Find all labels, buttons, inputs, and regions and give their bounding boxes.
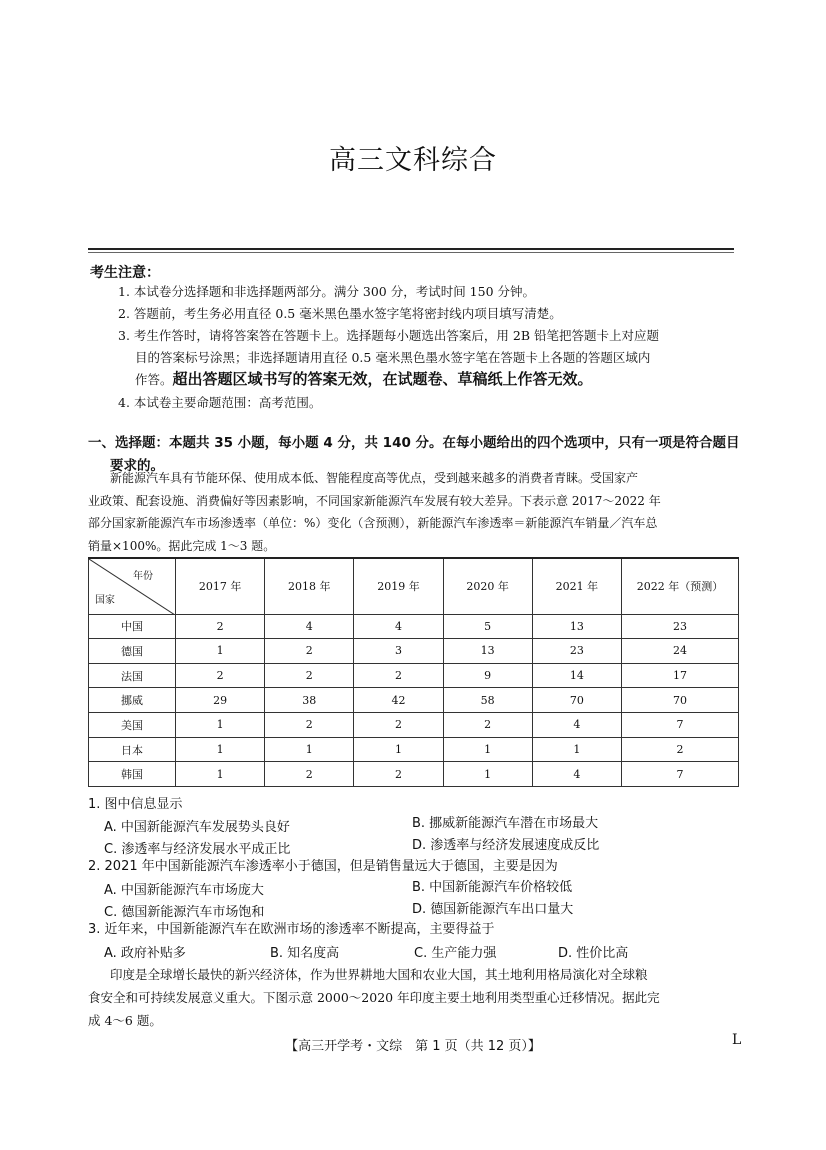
question-2-option-b: B. 中国新能源汽车价格较低 (412, 880, 573, 895)
question-3-option-c: C. 生产能力强 (414, 946, 497, 961)
table-cell: 14 (532, 663, 621, 688)
col-header: 2020 年 (443, 558, 532, 614)
table-cell: 2 (354, 713, 443, 738)
table-cell: 2 (265, 762, 354, 787)
corner-year-label: 年份 (133, 571, 153, 582)
row-country: 韩国 (89, 762, 176, 787)
section-heading-line2: 要求的。 (110, 458, 164, 474)
table-cell: 4 (532, 713, 621, 738)
table-row (89, 614, 739, 639)
table-cell: 70 (622, 688, 739, 713)
table-row (89, 639, 739, 664)
passage-2-line2: 食安全和可持续发展意义重大。下图示意 2000～2020 年印度主要土地利用类型重心迁移情况。据此完 (88, 990, 660, 1005)
notice-emphasis: 超出答题区域书写的答案无效，在试题卷、草稿纸上作答无效。 (172, 370, 593, 388)
question-1-option-a: A. 中国新能源汽车发展势头良好 (104, 820, 290, 835)
passage-2-line3: 成 4～6 题。 (88, 1013, 162, 1028)
header-rule (88, 248, 734, 250)
question-1-stem: 1. 图中信息显示 (88, 797, 183, 812)
table-cell: 23 (532, 639, 621, 664)
row-country: 中国 (89, 614, 176, 639)
notice-item-1: 1. 本试卷分选择题和非选择题两部分。满分 300 分，考试时间 150 分钟。 (118, 284, 536, 299)
question-2-option-a: A. 中国新能源汽车市场庞大 (104, 883, 264, 898)
notice-item-3-end (135, 368, 593, 391)
table-cell: 1 (532, 737, 621, 762)
table-cell: 2 (176, 614, 265, 639)
table-cell: 17 (622, 663, 739, 688)
passage-1-line2: 业政策、配套设施、消费偏好等因素影响，不同国家新能源汽车发展有较大差异。下表示意 2017～2022 年 (88, 493, 661, 508)
page-footer: 【高三开学考・文综 第 1 页（共 12 页）】 (285, 1039, 541, 1054)
table-cell: 3 (354, 639, 443, 664)
passage-1-line4: 销量×100%。据此完成 1～3 题。 (88, 538, 276, 553)
question-2-option-d: D. 德国新能源汽车出口量大 (412, 902, 574, 917)
table-cell: 9 (443, 663, 532, 688)
table-cell: 13 (443, 639, 532, 664)
table-cell: 1 (265, 737, 354, 762)
table-cell: 2 (622, 737, 739, 762)
table-cell: 70 (532, 688, 621, 713)
passage-2-line1: 印度是全球增长最快的新兴经济体，作为世界耕地大国和农业大国，其土地利用格局演化对全球粮 (110, 967, 648, 982)
col-header: 2017 年 (176, 558, 265, 614)
passage-1-line1: 新能源汽车具有节能环保、使用成本低、智能程度高等优点，受到越来越多的消费者青睐。受国家产 (110, 471, 639, 485)
table-cell: 1 (443, 737, 532, 762)
question-2-stem: 2. 2021 年中国新能源汽车渗透率小于德国，但是销售量远大于德国，主要是因为 (88, 859, 558, 874)
table-cell: 1 (354, 737, 443, 762)
question-1-option-d: D. 渗透率与经济发展速度成反比 (412, 838, 600, 853)
notice-heading: 考生注意： (90, 265, 160, 281)
passage-1 (88, 467, 748, 557)
table-cell: 38 (265, 688, 354, 713)
row-country: 挪威 (89, 688, 176, 713)
table-cell: 2 (354, 762, 443, 787)
passage-2 (88, 963, 748, 1032)
corner-diagonal (89, 559, 175, 615)
table-cell: 2 (265, 663, 354, 688)
notice-item-3-cont: 目的答案标号涂黑；非选择题请用直径 0.5 毫米黑色墨水签字笔在答题卡上各题的答题区域内 (135, 350, 651, 365)
table-cell: 1 (176, 639, 265, 664)
notice-item-4: 4. 本试卷主要命题范围：高考范围。 (118, 395, 322, 410)
table-cell: 4 (532, 762, 621, 787)
notice-item-3-tail: 作答。 (135, 372, 173, 387)
table-row (89, 688, 739, 713)
penetration-table (88, 557, 739, 787)
table-cell: 42 (354, 688, 443, 713)
table-cell: 5 (443, 614, 532, 639)
question-3-option-b: B. 知名度高 (270, 946, 340, 961)
col-header: 2021 年 (532, 558, 621, 614)
passage-1-line3: 部分国家新能源汽车市场渗透率（单位：%）变化（含预测），新能源汽车渗透率＝新能源汽车销量／汽车总 (88, 516, 658, 530)
col-header: 2019 年 (354, 558, 443, 614)
row-country: 法国 (89, 663, 176, 688)
table-cell: 23 (622, 614, 739, 639)
table-cell: 1 (176, 762, 265, 787)
table-cell: 1 (176, 737, 265, 762)
col-header: 2022 年（预测） (622, 558, 739, 614)
header-rule-thin (88, 252, 734, 253)
table-cell: 2 (176, 663, 265, 688)
question-1-option-c: C. 渗透率与经济发展水平成正比 (104, 842, 291, 857)
table-cell: 7 (622, 762, 739, 787)
table-corner (89, 558, 176, 614)
question-1-option-b: B. 挪威新能源汽车潜在市场最大 (412, 816, 599, 831)
table-cell: 2 (265, 639, 354, 664)
table-row (89, 663, 739, 688)
notice-item-3: 3. 考生作答时，请将答案答在答题卡上。选择题每小题选出答案后，用 2B 铅笔把答题卡上对应题 (118, 328, 659, 343)
question-3-stem: 3. 近年来，中国新能源汽车在欧洲市场的渗透率不断提高，主要得益于 (88, 922, 495, 937)
table-cell: 2 (443, 713, 532, 738)
col-header: 2018 年 (265, 558, 354, 614)
table-row (89, 713, 739, 738)
table-cell: 2 (265, 713, 354, 738)
table-cell: 24 (622, 639, 739, 664)
section-heading-line1: 一、选择题：本题共 35 小题，每小题 4 分，共 140 分。在每小题给出的四个选项中，只有一项是符合题目 (88, 435, 740, 451)
table-header-row (89, 558, 739, 614)
page-title: 高三文科综合 (329, 145, 497, 176)
corner-country-label: 国家 (95, 594, 115, 606)
notice-item-2: 2. 答题前，考生务必用直径 0.5 毫米黑色墨水签字笔将密封线内项目填写清楚。 (118, 306, 562, 321)
row-country: 美国 (89, 713, 176, 738)
page-mark: L (732, 1032, 742, 1048)
question-3-option-d: D. 性价比高 (558, 946, 629, 961)
table-cell: 29 (176, 688, 265, 713)
table-cell: 58 (443, 688, 532, 713)
table-cell: 1 (443, 762, 532, 787)
table-cell: 4 (265, 614, 354, 639)
question-3-option-a: A. 政府补贴多 (104, 946, 186, 961)
table-row (89, 737, 739, 762)
table-row (89, 762, 739, 787)
table-cell: 2 (354, 663, 443, 688)
row-country: 日本 (89, 737, 176, 762)
table-cell: 1 (176, 713, 265, 738)
table-cell: 7 (622, 713, 739, 738)
question-2-option-c: C. 德国新能源汽车市场饱和 (104, 905, 265, 920)
row-country: 德国 (89, 639, 176, 664)
table-cell: 4 (354, 614, 443, 639)
table-cell: 13 (532, 614, 621, 639)
